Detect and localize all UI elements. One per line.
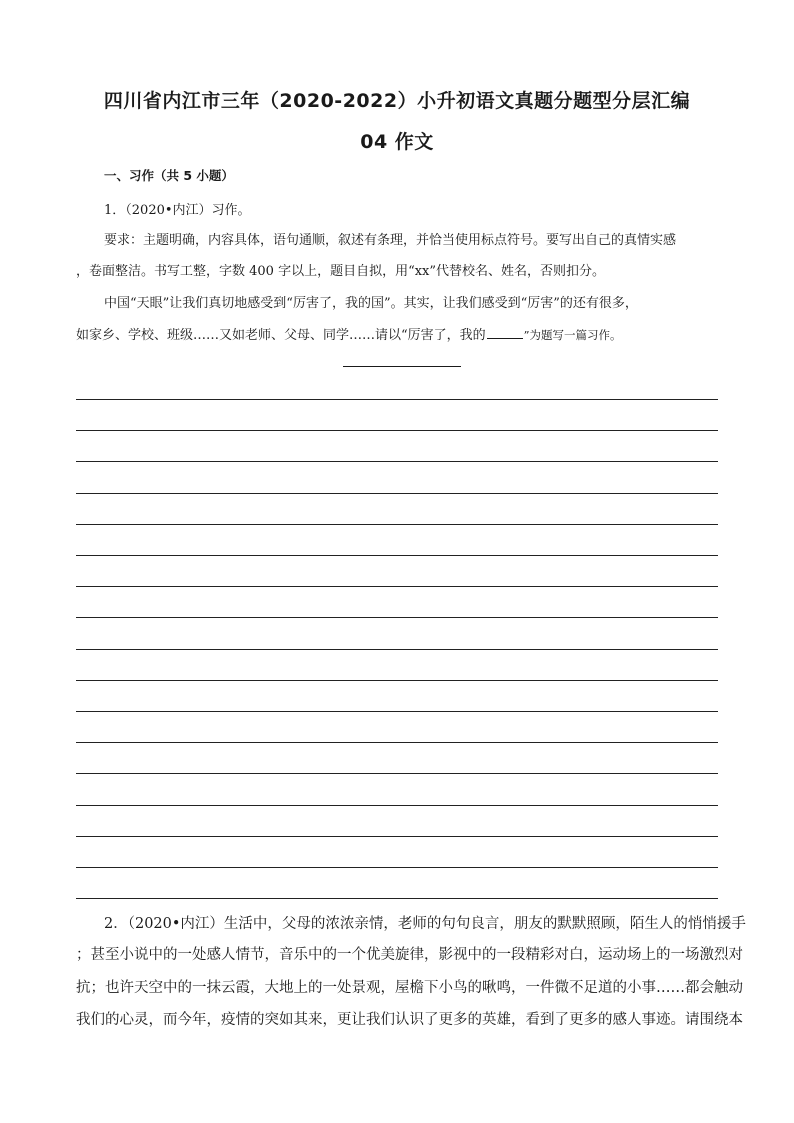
- question-1-prompt-line-1: 中国“天眼”让我们真切地感受到“厉害了，我的国”。其实，让我们感受到“厉害”的还有很多，: [104, 296, 638, 311]
- question-2-line-4: 我们的心灵，而今年，疫情的突如其来，更让我们认识了更多的英雄，看到了更多的感人事迹。请围绕本: [76, 1012, 743, 1028]
- writing-line[interactable]: [76, 586, 718, 587]
- question-1-prompt-line-2: [76, 324, 622, 343]
- writing-line[interactable]: [76, 649, 718, 650]
- document-title: 四川省内江市三年（2020-2022）小升初语文真题分题型分层汇编: [103, 90, 691, 112]
- question-2-line-3: 抗；也许天空中的一抹云霞，大地上的一处景观，屋檐下小鸟的啾鸣，一件微不足道的小事……都会触动: [76, 980, 743, 996]
- essay-title-line[interactable]: [343, 366, 461, 367]
- writing-line[interactable]: [76, 898, 718, 899]
- question-2-line-1: 2．（2020•内江）生活中，父母的浓浓亲情，老师的句句良言，朋友的默默照顾，陌生人的悄悄援手: [104, 916, 746, 932]
- writing-line[interactable]: [76, 805, 718, 806]
- question-2-line-2: ；甚至小说中的一处感人情节，音乐中的一个优美旋律，影视中的一段精彩对白，运动场上的一场激烈对: [76, 947, 743, 963]
- document-subtitle: 04 作文: [360, 131, 434, 153]
- writing-line[interactable]: [76, 773, 718, 774]
- writing-line[interactable]: [76, 461, 718, 462]
- prompt-text-before-blank: 如家乡、学校、班级……又如老师、父母、同学……请以“厉害了，我的: [76, 328, 486, 343]
- question-1-requirement-line-2: ，卷面整洁。书写工整，字数 400 字以上，题目自拟，用“xx”代替校名、姓名，否则扣分。: [76, 264, 606, 279]
- writing-line[interactable]: [76, 711, 718, 712]
- writing-line[interactable]: [76, 867, 718, 868]
- title-fill-blank[interactable]: [487, 327, 523, 339]
- writing-line[interactable]: [76, 836, 718, 837]
- writing-line[interactable]: [76, 742, 718, 743]
- writing-line[interactable]: [76, 680, 718, 681]
- writing-line[interactable]: [76, 430, 718, 431]
- writing-line[interactable]: [76, 493, 718, 494]
- question-1-heading: 1．（2020•内江）习作。: [104, 203, 251, 218]
- writing-line[interactable]: [76, 555, 718, 556]
- writing-line[interactable]: [76, 524, 718, 525]
- writing-line[interactable]: [76, 617, 718, 618]
- prompt-text-after-blank: ”为题写一篇习作。: [523, 328, 622, 342]
- question-1-requirement-line-1: 要求：主题明确，内容具体，语句通顺，叙述有条理，并恰当使用标点符号。要写出自己的真情实感: [104, 233, 677, 248]
- section-heading: 一、习作（共 5 小题）: [104, 168, 234, 183]
- writing-line[interactable]: [76, 399, 718, 400]
